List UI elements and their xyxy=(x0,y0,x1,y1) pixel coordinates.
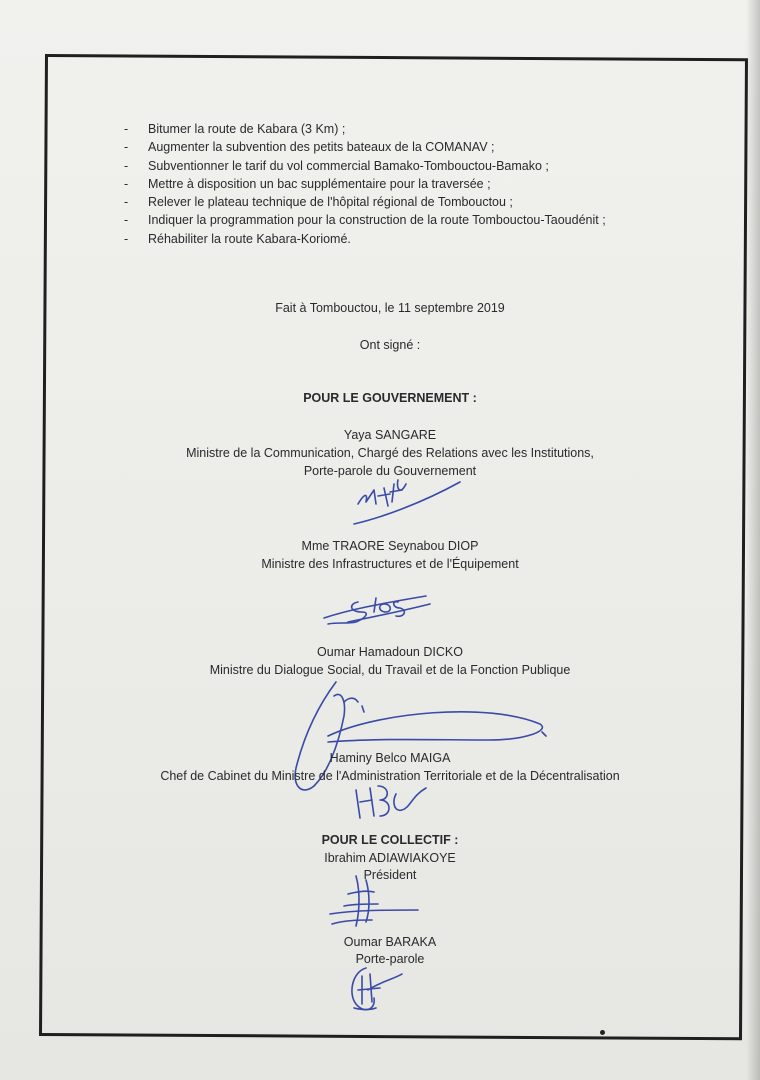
ink-dot xyxy=(600,1030,605,1035)
signature-adiawiakoye xyxy=(326,870,426,932)
list-item-text: Subventionner le tarif du vol commercial Bamako-Tombouctou-Bamako ; xyxy=(148,158,549,173)
bullet-dash: - xyxy=(124,213,129,228)
list-item-text: Mettre à disposition un bac supplémentaire pour la traversée ; xyxy=(148,176,491,191)
list-item-text: Relever le plateau technique de l'hôpital régional de Tombouctou ; xyxy=(148,195,513,210)
signature-sangare xyxy=(350,474,470,532)
bullet-dash: - xyxy=(124,231,129,246)
bullet-dash: - xyxy=(124,122,129,136)
signatory-title: Chef de Cabinet du Ministre de l'Administration Territoriale et de la Décentralisation xyxy=(160,769,620,783)
list-item-text: Indiquer la programmation pour la construction de la route Tombouctou-Taoudénit ; xyxy=(148,213,606,228)
list-item xyxy=(124,193,704,211)
signatory-name: Oumar Hamadoun DICKO xyxy=(317,645,463,659)
signatory-name: Haminy Belco MAIGA xyxy=(329,751,451,765)
bullet-dash: - xyxy=(124,140,129,155)
list-item-text: Augmenter la subvention des petits bateaux de la COMANAV ; xyxy=(148,140,495,155)
list-item xyxy=(124,157,704,175)
list-item xyxy=(124,211,704,229)
signatory-title: Président xyxy=(363,868,417,882)
list-item xyxy=(124,120,704,138)
signatory-name: Oumar BARAKA xyxy=(343,935,437,949)
signatory-title: Ministre des Infrastructures et de l'Équipement xyxy=(261,557,519,571)
signatory-title: Ministre de la Communication, Chargé des Relations avec les Institutions, xyxy=(186,446,594,460)
signatory-name: Mme TRAORE Seynabou DIOP xyxy=(301,539,479,553)
collective-heading: POUR LE COLLECTIF : xyxy=(321,833,459,847)
list-item xyxy=(124,230,704,248)
list-item-text: Bitumer la route de Kabara (3 Km) ; xyxy=(148,122,346,136)
list-item xyxy=(124,175,704,193)
list-item xyxy=(124,138,704,156)
bullet-dash: - xyxy=(124,176,129,191)
signature-maiga xyxy=(350,782,440,826)
place-and-date: Fait à Tombouctou, le 11 septembre 2019 xyxy=(275,301,505,315)
government-heading: POUR LE GOUVERNEMENT : xyxy=(303,391,477,405)
bullet-dash: - xyxy=(124,195,129,210)
list-item-text: Réhabiliter la route Kabara-Koriomé. xyxy=(148,231,351,246)
signatory-title: Porte-parole du Gouvernement xyxy=(303,464,477,478)
signature-baraka xyxy=(340,960,410,1016)
signatory-name: Yaya SANGARE xyxy=(343,428,437,442)
demands-list xyxy=(124,120,704,248)
signatory-name: Ibrahim ADIAWIAKOYE xyxy=(324,851,456,865)
signatory-title: Porte-parole xyxy=(355,952,425,966)
bullet-dash: - xyxy=(124,158,129,173)
signature-diop xyxy=(318,582,438,632)
signatory-title: Ministre du Dialogue Social, du Travail et de la Fonction Publique xyxy=(209,663,571,677)
signed-label: Ont signé : xyxy=(359,338,421,352)
